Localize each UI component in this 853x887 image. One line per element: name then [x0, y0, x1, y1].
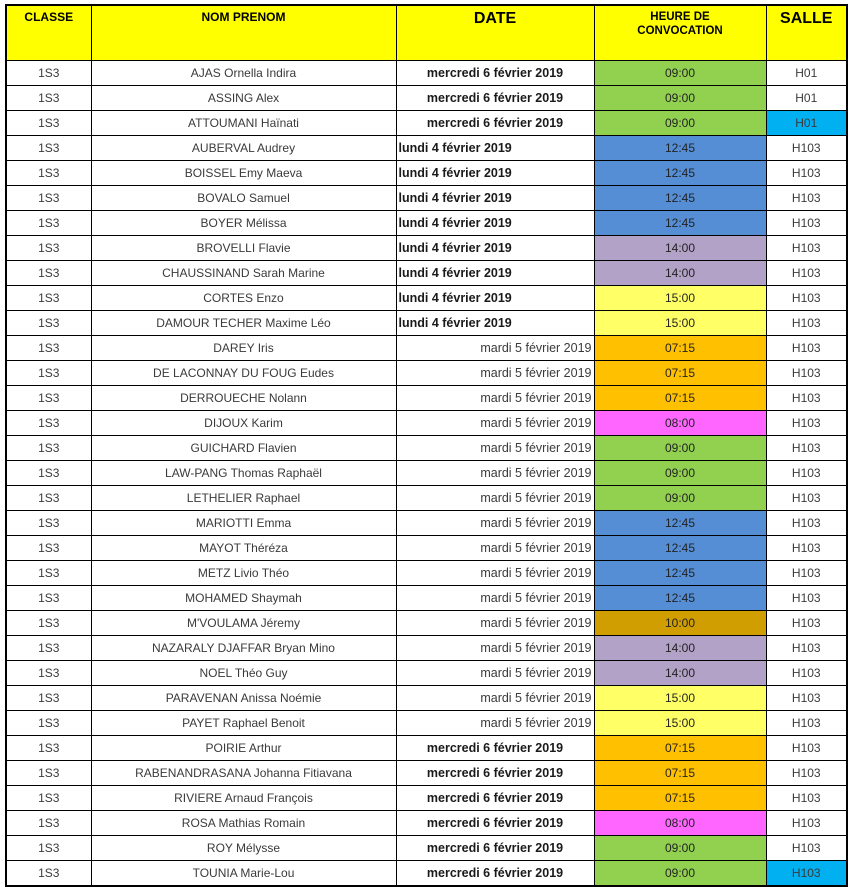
table-row [6, 236, 847, 261]
table-row [6, 511, 847, 536]
cell-salle: H103 [766, 611, 847, 636]
table-row [6, 561, 847, 586]
cell-salle: H103 [766, 336, 847, 361]
cell-nom: GUICHARD Flavien [91, 436, 396, 461]
cell-nom: NOEL Théo Guy [91, 661, 396, 686]
cell-date: lundi 4 février 2019 [396, 286, 594, 311]
cell-classe: 1S3 [6, 636, 91, 661]
cell-date: mardi 5 février 2019 [396, 561, 594, 586]
cell-classe: 1S3 [6, 86, 91, 111]
cell-salle: H103 [766, 186, 847, 211]
cell-classe: 1S3 [6, 486, 91, 511]
cell-classe: 1S3 [6, 661, 91, 686]
cell-classe: 1S3 [6, 336, 91, 361]
cell-classe: 1S3 [6, 786, 91, 811]
cell-heure: 09:00 [594, 461, 766, 486]
table-row [6, 86, 847, 111]
cell-nom: CHAUSSINAND Sarah Marine [91, 261, 396, 286]
cell-salle: H103 [766, 686, 847, 711]
table-row [6, 361, 847, 386]
cell-classe: 1S3 [6, 461, 91, 486]
cell-nom: MOHAMED Shaymah [91, 586, 396, 611]
cell-date: mercredi 6 février 2019 [396, 736, 594, 761]
table-row [6, 811, 847, 836]
cell-classe: 1S3 [6, 836, 91, 861]
cell-heure: 09:00 [594, 436, 766, 461]
table-row [6, 611, 847, 636]
cell-nom: AUBERVAL Audrey [91, 136, 396, 161]
cell-heure: 07:15 [594, 786, 766, 811]
cell-heure: 14:00 [594, 636, 766, 661]
cell-salle: H103 [766, 311, 847, 336]
table-row [6, 536, 847, 561]
table-row [6, 336, 847, 361]
cell-nom: PARAVENAN Anissa Noémie [91, 686, 396, 711]
table-row [6, 386, 847, 411]
cell-heure: 09:00 [594, 486, 766, 511]
table-row [6, 461, 847, 486]
cell-date: mardi 5 février 2019 [396, 711, 594, 736]
cell-heure: 09:00 [594, 111, 766, 136]
cell-nom: DERROUECHE Nolann [91, 386, 396, 411]
cell-classe: 1S3 [6, 286, 91, 311]
cell-salle: H103 [766, 386, 847, 411]
cell-nom: BOISSEL Emy Maeva [91, 161, 396, 186]
cell-salle: H103 [766, 461, 847, 486]
cell-nom: BOYER Mélissa [91, 211, 396, 236]
cell-date: lundi 4 février 2019 [396, 261, 594, 286]
cell-heure: 09:00 [594, 861, 766, 887]
cell-heure: 08:00 [594, 811, 766, 836]
cell-classe: 1S3 [6, 161, 91, 186]
cell-date: mardi 5 février 2019 [396, 461, 594, 486]
cell-date: mardi 5 février 2019 [396, 661, 594, 686]
cell-heure: 12:45 [594, 186, 766, 211]
table-row [6, 411, 847, 436]
cell-date: lundi 4 février 2019 [396, 136, 594, 161]
header-heure-label: HEURE DE CONVOCATION [637, 11, 723, 38]
cell-nom: DAREY Iris [91, 336, 396, 361]
cell-heure: 15:00 [594, 711, 766, 736]
table-row [6, 186, 847, 211]
cell-heure: 15:00 [594, 686, 766, 711]
cell-nom: M'VOULAMA Jéremy [91, 611, 396, 636]
cell-nom: RABENANDRASANA Johanna Fitiavana [91, 761, 396, 786]
table-row [6, 586, 847, 611]
cell-salle: H103 [766, 811, 847, 836]
table-row [6, 711, 847, 736]
cell-heure: 07:15 [594, 736, 766, 761]
table-row [6, 211, 847, 236]
cell-salle: H01 [766, 111, 847, 136]
header-salle: SALLE [766, 5, 847, 61]
cell-nom: METZ Livio Théo [91, 561, 396, 586]
cell-nom: BROVELLI Flavie [91, 236, 396, 261]
table-row [6, 261, 847, 286]
cell-classe: 1S3 [6, 711, 91, 736]
table-row [6, 486, 847, 511]
cell-date: mercredi 6 février 2019 [396, 861, 594, 887]
cell-classe: 1S3 [6, 411, 91, 436]
cell-date: lundi 4 février 2019 [396, 161, 594, 186]
header-nom-prenom: NOM PRENOM [91, 5, 396, 61]
header-date: DATE [396, 5, 594, 61]
cell-heure: 12:45 [594, 536, 766, 561]
cell-date: mercredi 6 février 2019 [396, 111, 594, 136]
cell-date: mardi 5 février 2019 [396, 636, 594, 661]
cell-salle: H103 [766, 786, 847, 811]
header-heure-de-convocation [594, 5, 766, 61]
table-row [6, 161, 847, 186]
cell-heure: 12:45 [594, 211, 766, 236]
cell-classe: 1S3 [6, 236, 91, 261]
cell-nom: NAZARALY DJAFFAR Bryan Mino [91, 636, 396, 661]
cell-heure: 09:00 [594, 86, 766, 111]
cell-salle: H103 [766, 136, 847, 161]
convocation-sheet [5, 4, 846, 880]
cell-date: lundi 4 février 2019 [396, 211, 594, 236]
table-row [6, 661, 847, 686]
cell-heure: 07:15 [594, 386, 766, 411]
cell-classe: 1S3 [6, 811, 91, 836]
cell-heure: 12:45 [594, 586, 766, 611]
cell-nom: DIJOUX Karim [91, 411, 396, 436]
cell-salle: H103 [766, 836, 847, 861]
cell-heure: 12:45 [594, 561, 766, 586]
cell-date: mardi 5 février 2019 [396, 386, 594, 411]
cell-heure: 14:00 [594, 661, 766, 686]
cell-nom: ASSING Alex [91, 86, 396, 111]
cell-classe: 1S3 [6, 386, 91, 411]
cell-classe: 1S3 [6, 311, 91, 336]
cell-nom: LAW-PANG Thomas Raphaël [91, 461, 396, 486]
cell-nom: RIVIERE Arnaud François [91, 786, 396, 811]
table-row [6, 761, 847, 786]
cell-salle: H103 [766, 511, 847, 536]
cell-classe: 1S3 [6, 261, 91, 286]
cell-date: mercredi 6 février 2019 [396, 836, 594, 861]
cell-salle: H103 [766, 536, 847, 561]
cell-heure: 12:45 [594, 161, 766, 186]
cell-date: mercredi 6 février 2019 [396, 61, 594, 86]
cell-classe: 1S3 [6, 761, 91, 786]
cell-date: mardi 5 février 2019 [396, 411, 594, 436]
cell-date: lundi 4 février 2019 [396, 311, 594, 336]
cell-nom: MARIOTTI Emma [91, 511, 396, 536]
cell-nom: PAYET Raphael Benoit [91, 711, 396, 736]
cell-salle: H103 [766, 161, 847, 186]
cell-salle: H103 [766, 861, 847, 887]
cell-date: lundi 4 février 2019 [396, 186, 594, 211]
cell-date: mercredi 6 février 2019 [396, 786, 594, 811]
cell-classe: 1S3 [6, 861, 91, 887]
cell-salle: H103 [766, 361, 847, 386]
cell-salle: H103 [766, 436, 847, 461]
cell-nom: ROY Mélysse [91, 836, 396, 861]
cell-date: mardi 5 février 2019 [396, 536, 594, 561]
cell-classe: 1S3 [6, 736, 91, 761]
cell-heure: 12:45 [594, 136, 766, 161]
table-row [6, 136, 847, 161]
cell-salle: H103 [766, 561, 847, 586]
cell-date: mardi 5 février 2019 [396, 486, 594, 511]
table-row [6, 111, 847, 136]
cell-heure: 09:00 [594, 836, 766, 861]
cell-salle: H103 [766, 661, 847, 686]
table-row [6, 636, 847, 661]
table-row [6, 436, 847, 461]
header-classe: CLASSE [6, 5, 91, 61]
cell-heure: 14:00 [594, 236, 766, 261]
cell-classe: 1S3 [6, 536, 91, 561]
cell-date: mardi 5 février 2019 [396, 686, 594, 711]
cell-heure: 07:15 [594, 361, 766, 386]
cell-classe: 1S3 [6, 686, 91, 711]
cell-classe: 1S3 [6, 61, 91, 86]
cell-nom: DAMOUR TECHER Maxime Léo [91, 311, 396, 336]
cell-heure: 07:15 [594, 336, 766, 361]
cell-date: mardi 5 février 2019 [396, 361, 594, 386]
cell-date: mardi 5 février 2019 [396, 511, 594, 536]
cell-nom: LETHELIER Raphael [91, 486, 396, 511]
cell-classe: 1S3 [6, 136, 91, 161]
cell-classe: 1S3 [6, 561, 91, 586]
cell-salle: H103 [766, 586, 847, 611]
cell-date: mercredi 6 février 2019 [396, 761, 594, 786]
cell-salle: H103 [766, 411, 847, 436]
cell-salle: H103 [766, 261, 847, 286]
cell-salle: H103 [766, 486, 847, 511]
cell-date: mercredi 6 février 2019 [396, 811, 594, 836]
cell-classe: 1S3 [6, 211, 91, 236]
cell-classe: 1S3 [6, 186, 91, 211]
table-row [6, 311, 847, 336]
convocation-table [5, 4, 848, 887]
table-row [6, 786, 847, 811]
cell-heure: 07:15 [594, 761, 766, 786]
cell-heure: 09:00 [594, 61, 766, 86]
cell-heure: 15:00 [594, 286, 766, 311]
cell-heure: 12:45 [594, 511, 766, 536]
cell-heure: 14:00 [594, 261, 766, 286]
cell-nom: AJAS Ornella Indira [91, 61, 396, 86]
cell-salle: H103 [766, 761, 847, 786]
cell-nom: MAYOT Théréza [91, 536, 396, 561]
cell-classe: 1S3 [6, 511, 91, 536]
cell-nom: POIRIE Arthur [91, 736, 396, 761]
cell-heure: 08:00 [594, 411, 766, 436]
cell-salle: H103 [766, 636, 847, 661]
cell-nom: ROSA Mathias Romain [91, 811, 396, 836]
table-row [6, 686, 847, 711]
cell-nom: DE LACONNAY DU FOUG Eudes [91, 361, 396, 386]
cell-date: mardi 5 février 2019 [396, 436, 594, 461]
cell-classe: 1S3 [6, 111, 91, 136]
cell-heure: 15:00 [594, 311, 766, 336]
table-body [6, 61, 847, 887]
cell-salle: H103 [766, 711, 847, 736]
cell-salle: H103 [766, 211, 847, 236]
cell-classe: 1S3 [6, 436, 91, 461]
cell-nom: BOVALO Samuel [91, 186, 396, 211]
cell-classe: 1S3 [6, 611, 91, 636]
cell-salle: H103 [766, 236, 847, 261]
cell-nom: TOUNIA Marie-Lou [91, 861, 396, 887]
cell-date: mardi 5 février 2019 [396, 611, 594, 636]
cell-classe: 1S3 [6, 586, 91, 611]
table-row [6, 61, 847, 86]
table-row [6, 736, 847, 761]
cell-date: mardi 5 février 2019 [396, 586, 594, 611]
table-row [6, 861, 847, 887]
cell-salle: H01 [766, 61, 847, 86]
cell-nom: CORTES Enzo [91, 286, 396, 311]
table-row [6, 836, 847, 861]
cell-date: mardi 5 février 2019 [396, 336, 594, 361]
table-row [6, 286, 847, 311]
cell-classe: 1S3 [6, 361, 91, 386]
cell-nom: ATTOUMANI Haïnati [91, 111, 396, 136]
cell-salle: H103 [766, 736, 847, 761]
cell-heure: 10:00 [594, 611, 766, 636]
cell-date: mercredi 6 février 2019 [396, 86, 594, 111]
cell-salle: H01 [766, 86, 847, 111]
cell-salle: H103 [766, 286, 847, 311]
header-row [6, 5, 847, 61]
cell-date: lundi 4 février 2019 [396, 236, 594, 261]
